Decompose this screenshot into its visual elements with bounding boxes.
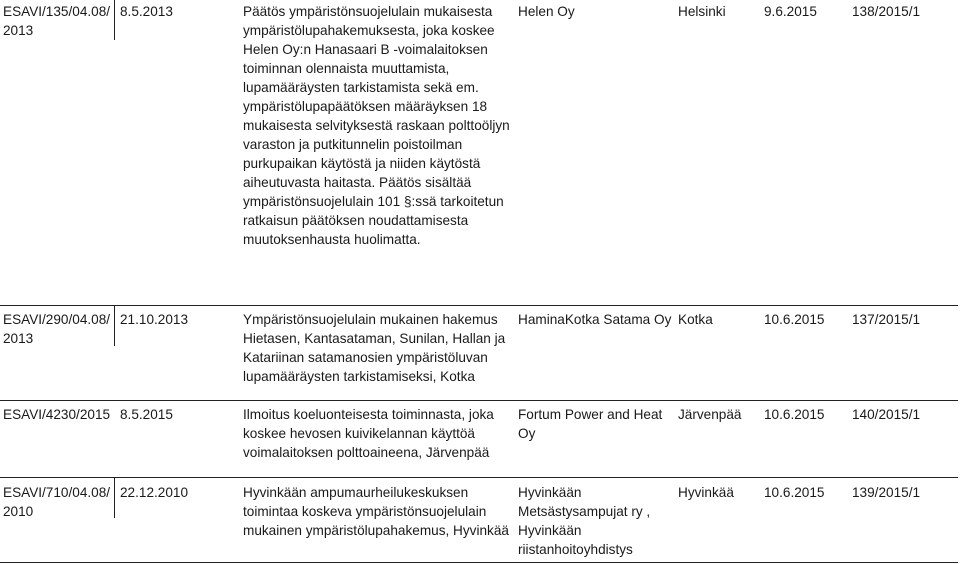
row-4-description: Hyvinkään ampumaurheilukeskuksen toimintaa koskeva ympäristönsuojelulain mukainen ympäristölupahakemus, Hyvinkää <box>243 485 509 538</box>
row-1-description: Päätös ympäristönsuojelulain mukaisesta ympäristölupahakemuksesta, joka koskee Helen Oy:n Hanasaari B -voimalaitoksen toiminnan olennaista muuttamista, lupamääräysten tarkistamista sekä em. ympäristölupapäätöksen määräyksen 18 mukaisesta selvityksestä raskaan polttoöljyn varaston ja putkitunnelin poistoilman purkupaikan käytöstä ja niiden käytöstä aiheutuvasta haitasta. Päätös sisältää ympäristönsuojelulain 101 §:ssä tarkoitetun ratkaisun päätöksen noudattamisesta muutoksenhausta huolimatta. <box>243 4 510 247</box>
column-separator <box>114 478 115 518</box>
column-separator <box>114 306 115 346</box>
row-3-place: Järvenpää <box>678 407 742 422</box>
row-1-decision-date: 9.6.2015 <box>764 4 817 19</box>
row-3-number: 140/2015/1 <box>852 407 921 422</box>
row-2-number: 137/2015/1 <box>852 312 921 327</box>
row-2-date: 21.10.2013 <box>120 312 189 327</box>
row-3-decision-date: 10.6.2015 <box>764 407 825 422</box>
row-3-applicant: Fortum Power and Heat Oy <box>518 407 663 441</box>
row-4-id: ESAVI/710/04.08/ 2010 <box>3 485 111 519</box>
column-separator <box>114 0 115 40</box>
row-separator <box>0 562 958 563</box>
row-2-id: ESAVI/290/04.08/ 2013 <box>3 312 111 346</box>
row-2-place: Kotka <box>678 312 713 327</box>
row-separator <box>0 305 958 306</box>
row-1-date: 8.5.2013 <box>120 4 173 19</box>
row-2-description: Ympäristönsuojelulain mukainen hakemus Hietasen, Kantasataman, Sunilan, Hallan ja Katariinan satamanosien ympäristöluvan lupamääräysten tarkistamiseksi, Kotka <box>243 312 506 384</box>
row-3-id: ESAVI/4230/2015 <box>3 407 111 422</box>
row-4-place: Hyvinkää <box>678 485 734 500</box>
row-1-applicant: Helen Oy <box>518 4 575 19</box>
row-separator <box>0 477 958 478</box>
row-4-applicant: Hyvinkään Metsästysampujat ry , Hyvinkään riistanhoitoyhdistys <box>518 485 651 557</box>
row-4-decision-date: 10.6.2015 <box>764 485 825 500</box>
row-1-id: ESAVI/135/04.08/ 2013 <box>3 4 111 38</box>
row-4-number: 139/2015/1 <box>852 485 921 500</box>
row-3-date: 8.5.2015 <box>120 407 173 422</box>
row-1-place: Helsinki <box>678 4 726 19</box>
row-3-description: Ilmoitus koeluonteisesta toiminnasta, joka koskee hevosen kuivikelannan käyttöä voimalaitoksen polttoaineena, Järvenpää <box>243 407 494 460</box>
row-2-applicant: HaminaKotka Satama Oy <box>518 312 672 327</box>
row-separator <box>0 400 958 401</box>
row-2-decision-date: 10.6.2015 <box>764 312 825 327</box>
row-1-number: 138/2015/1 <box>852 4 921 19</box>
row-4-date: 22.12.2010 <box>120 485 189 500</box>
